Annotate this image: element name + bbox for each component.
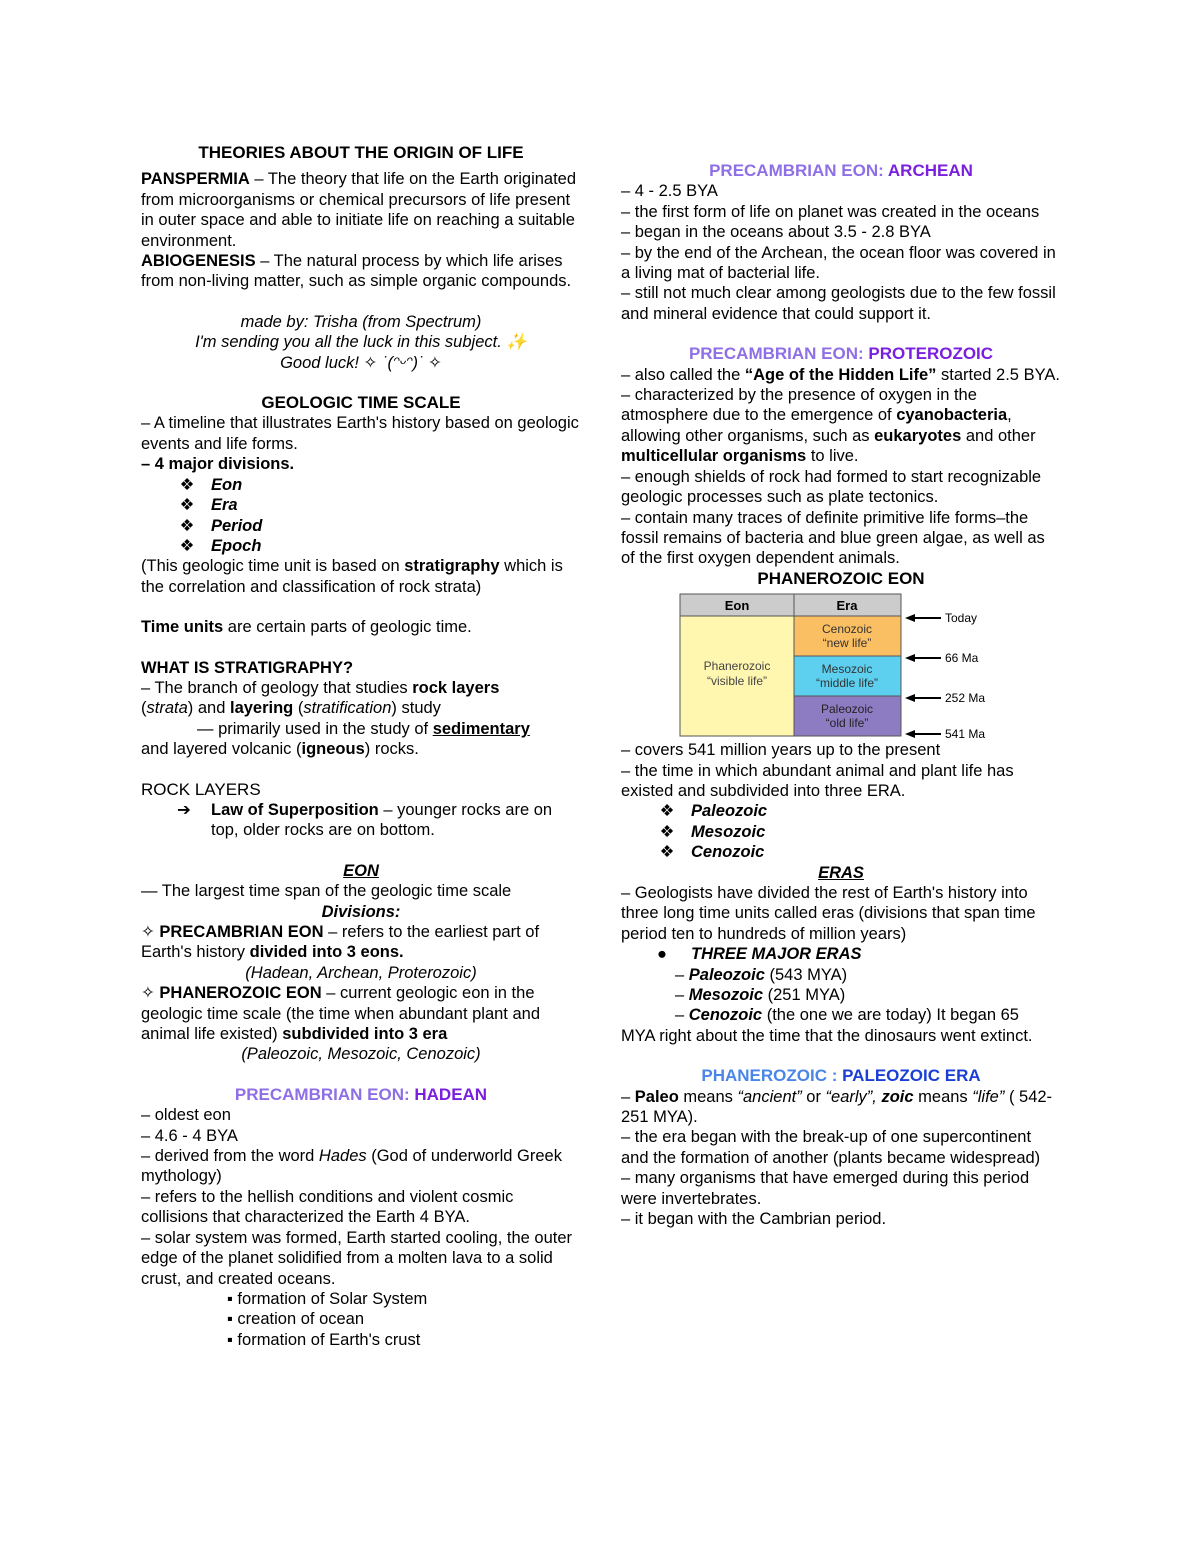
division-item: ❖ Period (141, 516, 581, 536)
diamond-bullet-icon: ❖ (659, 822, 675, 841)
eon-definition: — The largest time span of the geologic time scale (141, 882, 512, 901)
marker-label: 541 Ma (945, 727, 986, 741)
archean-line: – 4 - 2.5 BYA (621, 182, 718, 201)
arrow-left-icon (905, 614, 915, 622)
eon-meaning: “visible life” (706, 674, 768, 689)
archean-line: – began in the oceans about 3.5 - 2.8 BYA (621, 223, 931, 242)
phanerozoic-paragraph: ✧ PHANEROZOIC EON – current geologic eon in the geologic time scale (the time when abundant plant and animal life existed) subdivided into 3 era (141, 984, 541, 1044)
division-item: ❖ Era (141, 495, 581, 515)
superposition-item: ➔ Law of Superposition – younger rocks are on top, older rocks are on bottom. (177, 800, 553, 840)
left-column (141, 143, 581, 1350)
diamond-bullet-icon: ❖ (659, 843, 675, 862)
stratigraphy-definition: – The branch of geology that studies rock layers (strata) and layering (stratification) study (141, 678, 500, 718)
mesozoic-line: – Mesozoic (251 MYA) (675, 986, 846, 1004)
right-column (621, 161, 1061, 1229)
paleozoic-era-heading: PHANEROZOIC : PALEOZOIC ERA (701, 1066, 981, 1086)
gts-major-divisions: – 4 major divisions. (141, 455, 295, 474)
division-item: ❖ Epoch (141, 536, 581, 556)
hadean-sub-item: ▪ formation of Earth's crust (227, 1330, 421, 1349)
paleozoic-name: Paleozoic (820, 702, 874, 717)
phanerozoic-era-table (677, 592, 1097, 740)
gts-heading: GEOLOGIC TIME SCALE (261, 393, 461, 413)
paleozoic-meaning: “old life” (825, 716, 869, 731)
archean-line: – still not much clear among geologists due to the few fossil and mineral evidence that could support it. (621, 284, 1056, 323)
time-units-paragraph: Time units are certain parts of geologic time. (141, 618, 472, 637)
precambrian-paragraph: ✧ PRECAMBRIAN EON – refers to the earliest part of Earth's history divided into 3 eons. (141, 923, 540, 962)
paleozoic-line: – Paleozoic (543 MYA) (675, 965, 848, 984)
stratigraphy-note: (This geologic time unit is based on stratigraphy which is the correlation and classification of rock strata) (141, 557, 563, 596)
proterozoic-line: – characterized by the presence of oxygen in the atmosphere due to the emergence of cyanobacteria, allowing other organisms, such as eukaryotes and other multicellular organisms to live. (621, 386, 1036, 466)
stratigraphy-volcanic: and layered volcanic (igneous) rocks. (141, 740, 419, 759)
eras-definition: – Geologists have divided the rest of Earth's history into three long time units called eras (divisions that span time period ten to hundreds of million years) (621, 883, 1036, 943)
abiogenesis-paragraph: ABIOGENESIS – The natural process by which life arises from non-living matter, such as simple organic compounds. (141, 252, 572, 291)
rock-layers-heading: ROCK LAYERS (141, 779, 261, 799)
marker-label: 66 Ma (945, 651, 979, 666)
arrow-left-icon (905, 730, 915, 738)
era-list-item: ❖ Cenozoic (621, 842, 1061, 862)
paleozoic-era-line: – Paleo means “ancient” or “early”, zoic means “life” ( 542-251 MYA). (621, 1087, 1053, 1127)
diamond-bullet-icon: ❖ (179, 516, 195, 535)
hadean-line: – solar system was formed, Earth started cooling, the outer edge of the planet solidified from a molten lava to a solid crust, and created oceans. (141, 1228, 573, 1288)
time-markers (905, 611, 985, 740)
page-title: THEORIES ABOUT THE ORIGIN OF LIFE (198, 143, 524, 162)
diamond-bullet-icon: ❖ (179, 496, 195, 515)
diamond-bullet-icon: ❖ (659, 802, 675, 821)
era-column-header: Era (836, 598, 858, 614)
arrow-right-icon: ➔ (177, 800, 191, 819)
eon-name: Phanerozoic (703, 659, 771, 674)
phanerozoic-line: – covers 541 million years up to the present (621, 741, 941, 760)
diamond-bullet-icon: ❖ (179, 475, 195, 494)
archean-line: – the first form of life on planet was created in the oceans (621, 202, 1040, 221)
diamond-bullet-icon: ❖ (179, 536, 195, 555)
mesozoic-name: Mesozoic (821, 662, 873, 677)
cenozoic-name: Cenozoic (821, 622, 873, 637)
hadean-sub-item: ▪ creation of ocean (227, 1310, 365, 1329)
phanerozoic-line: – the time in which abundant animal and plant life has existed and subdivided into three ERA. (621, 761, 1014, 800)
hadean-line: – oldest eon (141, 1106, 231, 1125)
mesozoic-meaning: “middle life” (815, 676, 879, 691)
hadean-line: – 4.6 - 4 BYA (141, 1126, 238, 1145)
eon-heading: EON (343, 861, 379, 880)
era-list-item: ❖ Paleozoic (621, 801, 1061, 821)
phanerozoic-heading: PHANEROZOIC EON (757, 568, 925, 588)
marker-label: Today (945, 611, 978, 626)
sparkle-bullet-icon: ✧ (141, 984, 160, 1003)
stratigraphy-use: — primarily used in the study of sedimentary (197, 719, 530, 738)
marker-label: 252 Ma (945, 691, 986, 706)
proterozoic-line: – enough shields of rock had formed to start recognizable geologic processes such as plate tectonics. (621, 467, 1042, 507)
cenozoic-line-cont: MYA right about the time that the dinosaurs went extinct. (621, 1026, 1033, 1045)
hadean-sub-item: ▪ formation of Solar System (227, 1289, 428, 1308)
era-list-item: ❖ Mesozoic (621, 822, 1061, 842)
sparkle-bullet-icon: ✧ (141, 923, 160, 941)
credit-line-2: I'm sending you all the luck in this subject. ✨ (195, 333, 527, 352)
division-item: ❖ Eon (141, 475, 581, 495)
three-major-eras-item: ● THREE MAJOR ERAS (657, 945, 862, 964)
proterozoic-heading: PRECAMBRIAN EON: PROTEROZOIC (688, 344, 994, 364)
phanerozoic-list: (Paleozoic, Mesozoic, Cenozoic) (241, 1045, 481, 1064)
precambrian-list: (Hadean, Archean, Proterozoic) (245, 963, 477, 982)
credit-line-1: made by: Trisha (from Spectrum) (240, 312, 482, 331)
panspermia-paragraph: PANSPERMIA – The theory that life on the Earth originated from microorganisms or chemical precursors of life present in outer space and able to initiate life on reaching a suitable environment. (141, 170, 577, 250)
archean-heading: PRECAMBRIAN EON: ARCHEAN (709, 161, 973, 180)
credit-line-3: Good luck! ✧ ˙(ᵔᵕᵔ)˙ ✧ (280, 353, 442, 372)
proterozoic-line: – also called the “Age of the Hidden Life” started 2.5 BYA. (621, 365, 1060, 384)
cenozoic-meaning: “new life” (822, 636, 872, 651)
bullet-dot-icon: ● (657, 945, 667, 964)
arrow-left-icon (905, 654, 915, 662)
eon-column-header: Eon (724, 598, 750, 614)
eras-heading: ERAS (818, 863, 864, 882)
cenozoic-line: – Cenozoic (the one we are today) It began 65 (675, 1006, 1019, 1025)
hadean-line: – refers to the hellish conditions and violent cosmic collisions that characterized the Earth 4 BYA. (141, 1187, 514, 1227)
hadean-line: – derived from the word Hades (God of underworld Greek mythology) (141, 1147, 562, 1186)
paleozoic-era-line: – the era began with the break-up of one supercontinent and the formation of another (plants became widespread) (621, 1128, 1041, 1167)
divisions-heading: Divisions: (321, 902, 401, 921)
paleozoic-era-line: – many organisms that have emerged during this period were invertebrates. (621, 1169, 1030, 1208)
proterozoic-line: – contain many traces of definite primitive life forms–the fossil remains of bacteria and blue green algae, as well as of the first oxygen dependent animals. (621, 508, 1045, 568)
archean-line: – by the end of the Archean, the ocean floor was covered in a living mat of bacterial life. (621, 243, 1056, 283)
hadean-heading: PRECAMBRIAN EON: HADEAN (234, 1084, 488, 1104)
what-is-stratigraphy-heading: WHAT IS STRATIGRAPHY? (141, 658, 354, 677)
paleozoic-era-line: – it began with the Cambrian period. (621, 1210, 887, 1229)
gts-definition: – A timeline that illustrates Earth's history based on geologic events and life forms. (141, 414, 579, 453)
arrow-left-icon (905, 694, 915, 702)
